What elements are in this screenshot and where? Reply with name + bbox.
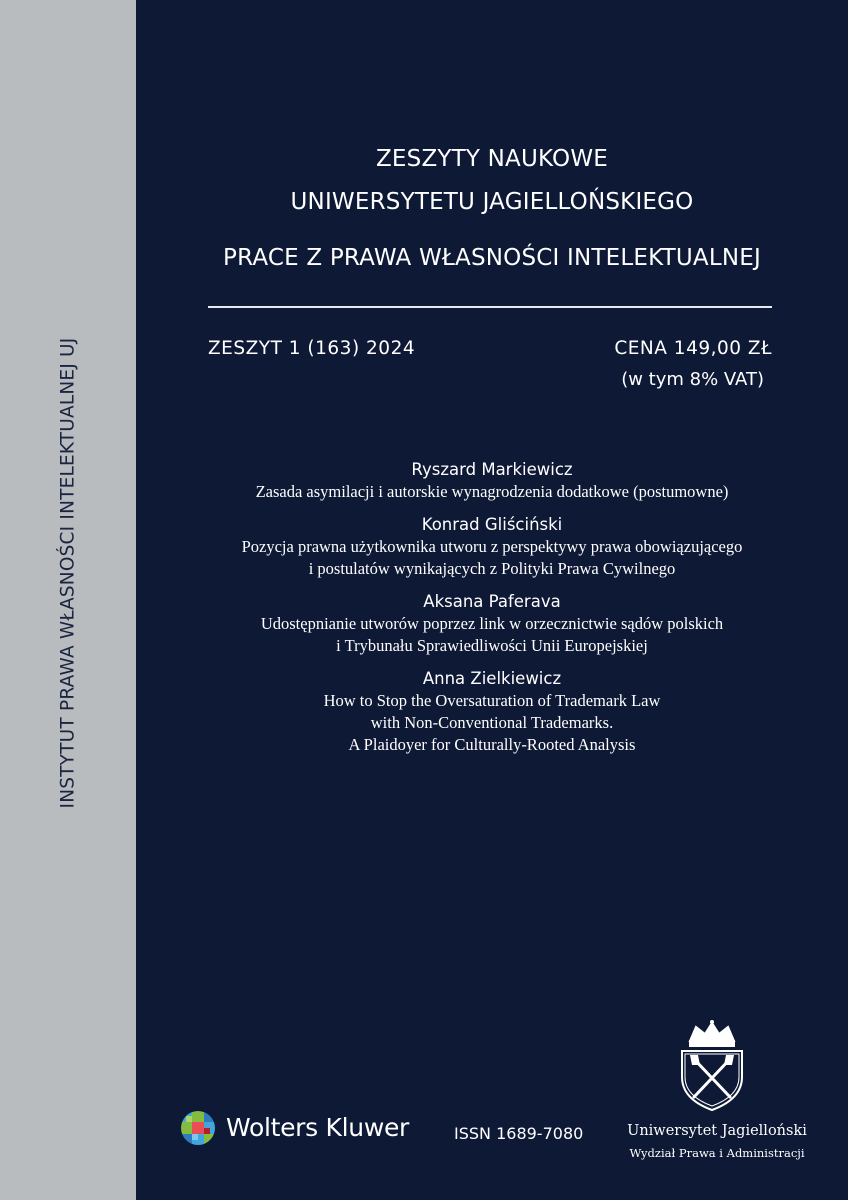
faculty-name: Wydział Prawa i Administracji [629, 1146, 805, 1160]
list-item [136, 459, 848, 503]
list-item [136, 591, 848, 657]
spine-text: INSTYTUT PRAWA WŁASNOŚCI INTELEKTUALNEJ UJ [57, 337, 79, 809]
series-title-line2: UNIWERSYTETU JAGIELLOŃSKIEGO [290, 189, 694, 215]
issn: ISSN 1689-7080 [454, 1124, 584, 1143]
article-title: with Non-Conventional Trademarks. [370, 713, 614, 732]
article-author: Konrad Gliściński [421, 515, 563, 534]
issue-number: ZESZYT 1 (163) 2024 [208, 338, 416, 359]
article-title: Udostępnianie utworów poprzez link w orzecznictwie sądów polskich [260, 614, 724, 633]
article-title: Pozycja prawna użytkownika utworu z perspektywy prawa obowiązującego [241, 537, 743, 556]
university-name: Uniwersytet Jagielloński [627, 1123, 807, 1139]
article-author: Aksana Paferava [423, 592, 561, 611]
journal-subtitle: PRACE Z PRAWA WŁASNOŚCI INTELEKTUALNEJ [223, 245, 761, 271]
publisher-name: Wolters Kluwer [226, 1113, 410, 1142]
article-title: How to Stop the Oversaturation of Trademark Law [323, 691, 661, 710]
price-vat: (w tym 8% VAT) [621, 369, 764, 390]
article-title: i postulatów wynikających z Polityki Prawa Cywilnego [308, 559, 676, 578]
article-author: Anna Zielkiewicz [422, 669, 562, 688]
cover [136, 0, 848, 1200]
article-author: Ryszard Markiewicz [411, 460, 573, 479]
list-item [136, 668, 848, 756]
article-title: Zasada asymilacji i autorskie wynagrodzenia dodatkowe (postumowne) [255, 482, 729, 501]
divider [208, 306, 772, 308]
price: CENA 149,00 ZŁ [614, 338, 772, 359]
jagiellonian-crest-icon [676, 1017, 748, 1113]
list-item [136, 514, 848, 580]
spine [0, 0, 136, 1200]
series-title-line1: ZESZYTY NAUKOWE [375, 146, 609, 172]
table-of-contents [136, 459, 848, 767]
wolters-kluwer-logo-icon [180, 1110, 216, 1146]
article-title: i Trybunału Sprawiedliwości Unii Europejskiej [336, 636, 648, 655]
article-title: A Plaidoyer for Culturally-Rooted Analysis [348, 735, 636, 754]
